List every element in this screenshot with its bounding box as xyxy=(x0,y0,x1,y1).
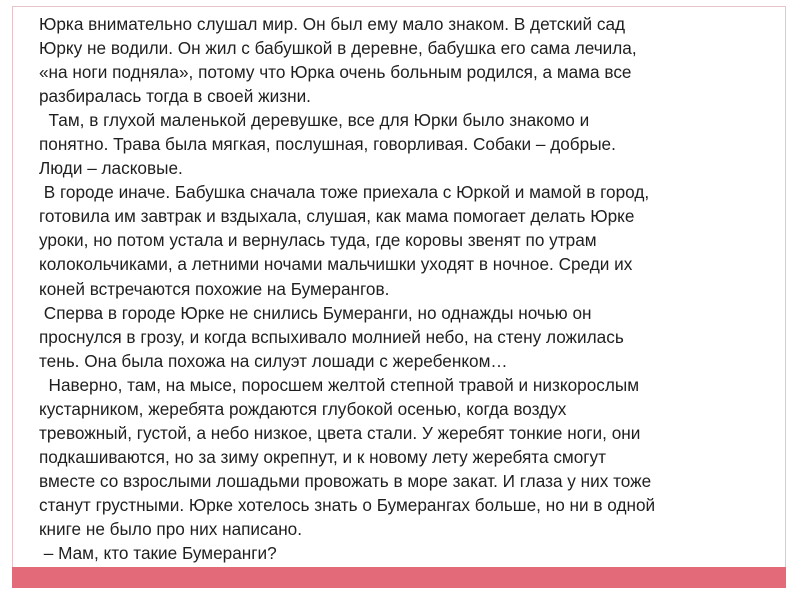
story-text xyxy=(39,12,779,565)
text-line: Юрку не водили. Он жил с бабушкой в деревне, бабушка его сама лечила, xyxy=(39,38,637,59)
text-line: В городе иначе. Бабушка сначала тоже приехала с Юркой и мамой в город, xyxy=(39,182,650,203)
text-line: кустарником, жеребята рождаются глубокой осенью, когда воздух xyxy=(39,398,567,419)
text-line: книге не было про них написано. xyxy=(39,518,303,539)
text-line: проснулся в грозу, и когда вспыхивало молнией небо, на стену ложилась xyxy=(39,326,624,347)
text-line: тень. Она была похожа на силуэт лошади с жеребенком… xyxy=(39,350,508,371)
text-line: колокольчиками, а летними ночами мальчишки уходят в ночное. Среди их xyxy=(39,254,633,275)
text-line: готовила им завтрак и вздыхала, слушая, как мама помогает делать Юрке xyxy=(39,206,635,227)
text-line: – Мам, кто такие Бумеранги? xyxy=(39,543,277,564)
text-line: Там, в глухой маленькой деревушке, все для Юрки было знакомо и xyxy=(39,110,590,131)
text-line: станут грустными. Юрке хотелось знать о Бумерангах больше, но ни в одной xyxy=(39,494,656,515)
text-line: вместе со взрослыми лошадьми провожать в море закат. И глаза у них тоже xyxy=(39,470,652,491)
text-line: Наверно, там, на мысе, поросшем желтой степной травой и низкорослым xyxy=(39,374,640,395)
text-line: уроки, но потом устала и вернулась туда, где коровы звенят по утрам xyxy=(39,230,597,251)
text-line: разбиралась тогда в своей жизни. xyxy=(39,86,311,107)
text-line: понятно. Трава была мягкая, послушная, говорливая. Собаки – добрые. xyxy=(39,134,616,155)
text-line: «на ноги подняла», потому что Юрка очень больным родился, а мама все xyxy=(39,62,632,83)
text-line: Сперва в городе Юрке не снились Бумеранги, но однажды ночью он xyxy=(39,302,592,323)
text-line: коней встречаются похожие на Бумерангов. xyxy=(39,278,390,299)
text-line: Юрка внимательно слушал мир. Он был ему мало знаком. В детский сад xyxy=(39,14,626,34)
bottom-accent-band xyxy=(12,567,786,588)
text-line: подкашиваются, но за зиму окрепнут, и к новому лету жеребята смогут xyxy=(39,446,607,467)
text-line: тревожный, густой, а небо низкое, цвета стали. У жеребят тонкие ноги, они xyxy=(39,422,641,443)
text-line: Люди – ласковые. xyxy=(39,158,183,179)
